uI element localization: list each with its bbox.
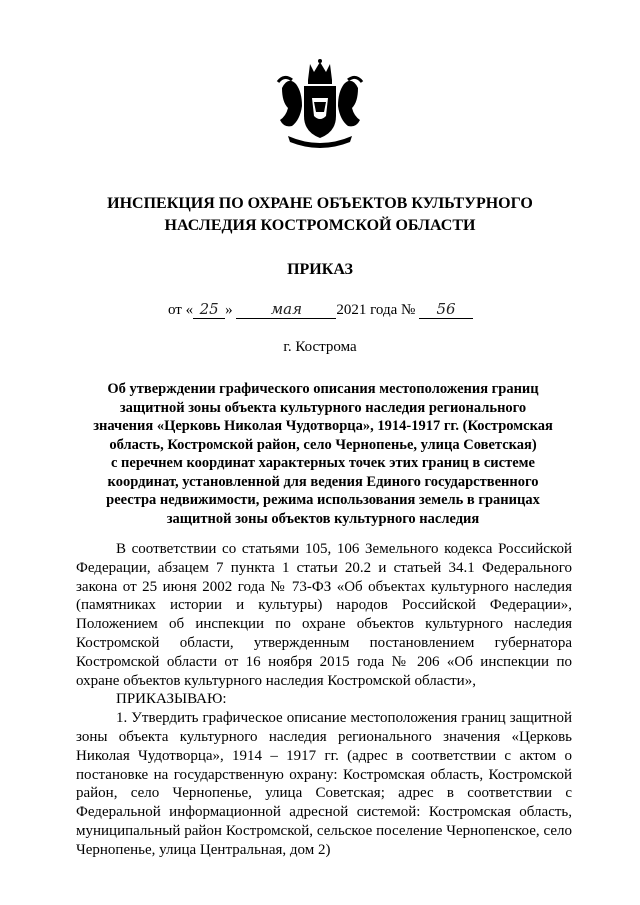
city-name: г. Кострома: [283, 339, 357, 355]
order-number: 56: [419, 300, 473, 319]
subject-line-6: координат, установленной для ведения Единого государственного: [107, 473, 539, 490]
subject-line-8: защитной зоны объектов культурного наследия: [166, 510, 480, 527]
org-line-1: ИНСПЕКЦИЯ ПО ОХРАНЕ ОБЪЕКТОВ КУЛЬТУРНОГО: [107, 195, 533, 212]
item-1-paragraph: 1. Утвердить графическое описание местоположения границ защитной зоны объекта культурного наследия регионального значения «Церковь Николая Чудотворца», 1914 – 1917 гг. (адрес в соответствии с актом о постановке на государственную охрану: Костромская область, Костромской район, село Чернопенье, улица Советская; адрес в соответствии с Федеральной информационной адресной системой: Костромская область, муниципальный район Костромской, сельское поселение Чернопенское, село Чернопенье, улица Центральная, дом 2): [76, 710, 572, 858]
date-mid: »: [225, 302, 233, 318]
subject-line-7: реестра недвижимости, режима использования земель в границах: [106, 492, 540, 508]
subject-line-5: с перечнем координат характерных точек этих границ в системе: [111, 455, 535, 471]
subject-line-1: Об утверждении графического описания местоположения границ: [107, 381, 539, 397]
subject-line-2: защитной зоны объекта культурного наследия регионального: [119, 399, 527, 416]
organization-name: [0, 193, 640, 237]
coat-of-arms-emblem: [274, 58, 366, 150]
order-word: ПРИКАЗЫВАЮ:: [116, 691, 227, 708]
order-subject: [78, 380, 568, 528]
date-year: 2021 года №: [336, 302, 416, 318]
date-month: мая: [236, 300, 336, 319]
document-title: ПРИКАЗ: [287, 261, 353, 278]
date-day: 25: [193, 300, 225, 319]
subject-line-3: значения «Церковь Николая Чудотворца», 1914-1917 гг. (Костромская: [93, 418, 553, 434]
date-prefix: от «: [168, 302, 194, 318]
org-line-2: НАСЛЕДИЯ КОСТРОМСКОЙ ОБЛАСТИ: [164, 217, 476, 234]
order-date-line: [168, 300, 473, 319]
order-body: [76, 540, 572, 860]
subject-line-4: область, Костромской район, село Чернопенье, улица Советская): [109, 436, 537, 453]
preamble-paragraph: В соответствии со статьями 105, 106 Земельного кодекса Российской Федерации, абзацем 7 пункта 1 статьи 20.2 и статьей 34.1 Федерального закона от 25 июня 2002 года № 73-ФЗ «Об объектах культурного наследия (памятниках истории и культуры) народов Российской Федерации», Положением об инспекции по охране объектов культурного наследия Костромской области, утвержденным постановлением губернатора Костромской области от 16 ноября 2015 года № 206 «Об инспекции по охране объектов культурного наследия Костромской области»,: [76, 541, 572, 689]
